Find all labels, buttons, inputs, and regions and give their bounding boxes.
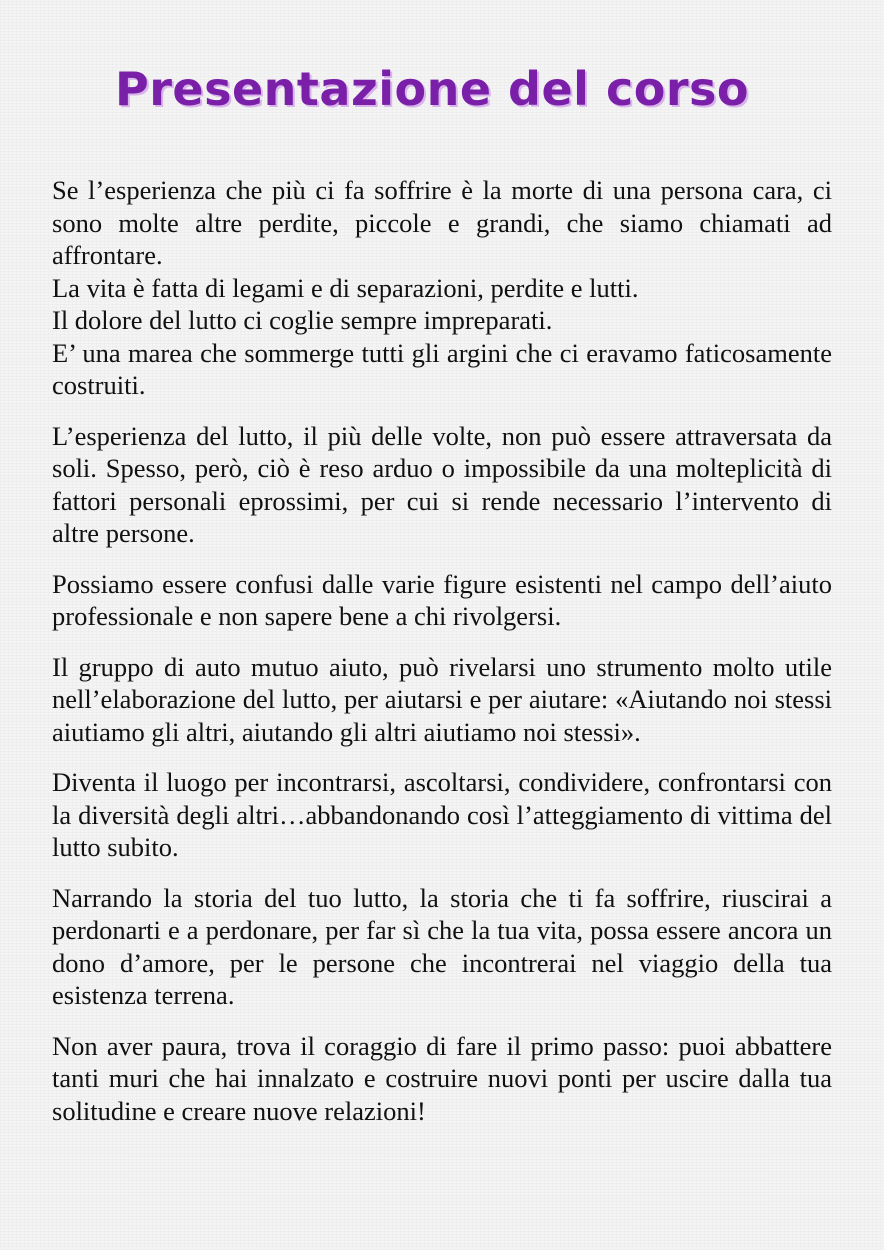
paragraph-7: Non aver paura, trova il coraggio di fare il primo passo: puoi abbattere tanti muri che hai innalzato e costruire nuovi ponti per uscire dalla tua solitudine e creare nuove relazioni! — [52, 1030, 832, 1126]
paragraph-2: L’esperienza del lutto, il più delle volte, non può essere attraversata da soli. Spesso, però, ciò è reso arduo o impossibile da una molteplicità di fattori personali eprossimi, per cui si rende necessario l’intervento di altre persone. — [52, 420, 832, 548]
paragraph-5: Diventa il luogo per incontrarsi, ascoltarsi, condividere, confrontarsi con la diversità degli altri…abbandonando così l’atteggiamento di vittima del lutto subito. — [52, 767, 832, 862]
paragraph-6: Narrando la storia del tuo lutto, la storia che ti fa soffrire, riuscirai a perdonarti e a perdonare, per far sì che la tua vita, possa essere ancora un dono d’amore, per le persone che incontrerai nel viaggio della tua esistenza terrena. — [52, 882, 832, 1010]
paragraph-3: Possiamo essere confusi dalle varie figure esistenti nel campo dell’aiuto professionale e non sapere bene a chi rivolgersi. — [52, 568, 832, 631]
page-title: Presentazione del corso — [114, 62, 749, 116]
paragraph-4: Il gruppo di auto mutuo aiuto, può rivelarsi uno strumento molto utile nell’elaborazione del lutto, per aiutarsi e per aiutare: «Aiutando noi stessi aiutiamo gli altri, aiutando gli altri aiutiamo noi stessi». — [52, 651, 832, 747]
paragraph-1-sentence-2: La vita è fatta di legami e di separazioni, perdite e lutti. — [52, 272, 639, 303]
document-body — [52, 174, 832, 1145]
paragraph-1-sentence-3: Il dolore del lutto ci coglie sempre impreparati. — [52, 305, 553, 335]
paragraph-1-sentence-4: E’ una marea che sommerge tutti gli argini che ci eravamo faticosamente costruiti. — [52, 337, 832, 400]
paragraph-1 — [52, 174, 832, 402]
paragraph-1-sentence-1: Se l’esperienza che più ci fa soffrire è la morte di una persona cara, ci sono molte altre perdite, piccole e grandi, che siamo chiamati ad affrontare. — [52, 175, 832, 270]
